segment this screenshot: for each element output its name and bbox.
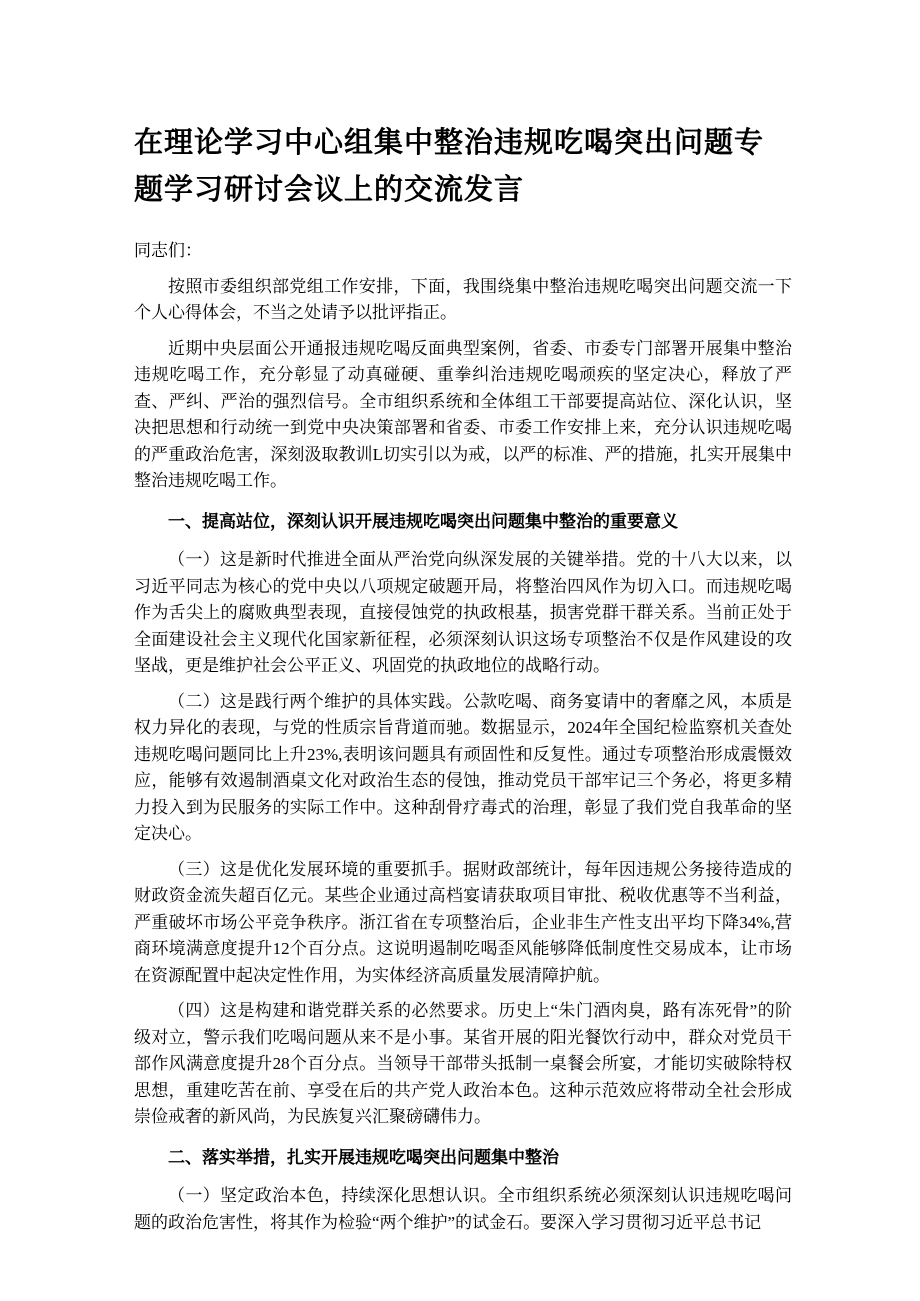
- section-1-paragraph-3: （三）这是优化发展环境的重要抓手。据财政部统计，每年因违规公务接待造成的财政资金流失超百亿元。某些企业通过高档宴请获取项目审批、税收优惠等不当利益，严重破坏市场公平竞争秩序。浙江省在专项整治后，企业非生产性支出平均下降34%,营商环境满意度提升12个百分点。这说明遏制吃喝歪风能够降低制度性交易成本，让市场在资源配置中起决定性作用，为实体经济高质量发展清障护航。: [134, 859, 792, 985]
- section-1-paragraph-2: （二）这是践行两个维护的具体实践。公款吃喝、商务宴请中的奢靡之风，本质是权力异化的表现，与党的性质宗旨背道而驰。数据显示，2024年全国纪检监察机关查处违规吃喝问题同比上升23%,表明该问题具有顽固性和反复性。通过专项整治形成震慑效应，能够有效遏制酒桌文化对政治生态的侵蚀，推动党员干部牢记三个务必，将更多精力投入到为民服务的实际工作中。这种刮骨疗毒式的治理，彰显了我们党自我革命的坚定决心。: [134, 691, 792, 843]
- intro-paragraph-1: 按照市委组织部党组工作安排，下面，我围绕集中整治违规吃喝突出问题交流一下个人心得体会，不当之处请予以批评指正。: [134, 276, 792, 322]
- section-1-heading: 一、提高站位，深刻认识开展违规吃喝突出问题集中整治的重要意义: [168, 511, 678, 531]
- salutation: 同志们：: [134, 241, 202, 260]
- section-2-paragraph-1: （一）坚定政治本色，持续深化思想认识。全市组织系统必须深刻认识违规吃喝问题的政治危害性，将其作为检验“两个维护”的试金石。要深入学习贯彻习近平总书记: [134, 1186, 792, 1232]
- intro-paragraph-2: 近期中央层面公开通报违规吃喝反面典型案例，省委、市委专门部署开展集中整治违规吃喝工作，充分彰显了动真碰硬、重拳纠治违规吃喝顽疾的坚定决心，释放了严查、严纠、严治的强烈信号。全市组织系统和全体组工干部要提高站位、深化认识，坚决把思想和行动统一到党中央决策部署和省委、市委工作安排上来，充分认识违规吃喝的严重政治危害，深刻汲取教训L切实引以为戒，以严的标准、严的措施，扎实开展集中整治违规吃喝工作。: [134, 338, 792, 490]
- section-2-heading: 二、落实举措，扎实开展违规吃喝突出问题集中整治: [168, 1147, 559, 1167]
- section-1-paragraph-1: （一）这是新时代推进全面从严治党向纵深发展的关键举措。党的十八大以来，以习近平同志为核心的党中央以八项规定破题开局，将整治四风作为切入口。而违规吃喝作为舌尖上的腐败典型表现，直接侵蚀党的执政根基，损害党群干群关系。当前正处于全面建设社会主义现代化国家新征程，必须深刻认识这场专项整治不仅是作风建设的攻坚战，更是维护社会公平正义、巩固党的执政地位的战略行动。: [134, 550, 792, 675]
- section-1-paragraph-4: （四）这是构建和谐党群关系的必然要求。历史上“朱门酒肉臭，路有冻死骨”的阶级对立，警示我们吃喝问题从来不是小事。某省开展的阳光餐饮行动中，群众对党员干部作风满意度提升28个百分点。当领导干部带头抵制一桌餐会所宴，才能切实破除特权思想，重建吃苦在前、享受在后的共产党人政治本色。这种示范效应将带动全社会形成崇俭戒奢的新风尚，为民族复兴汇聚磅礴伟力。: [134, 1001, 792, 1126]
- document-title: 在理论学习中心组集中整治违规吃喝突出问题专题学习研讨会议上的交流发言: [134, 127, 765, 206]
